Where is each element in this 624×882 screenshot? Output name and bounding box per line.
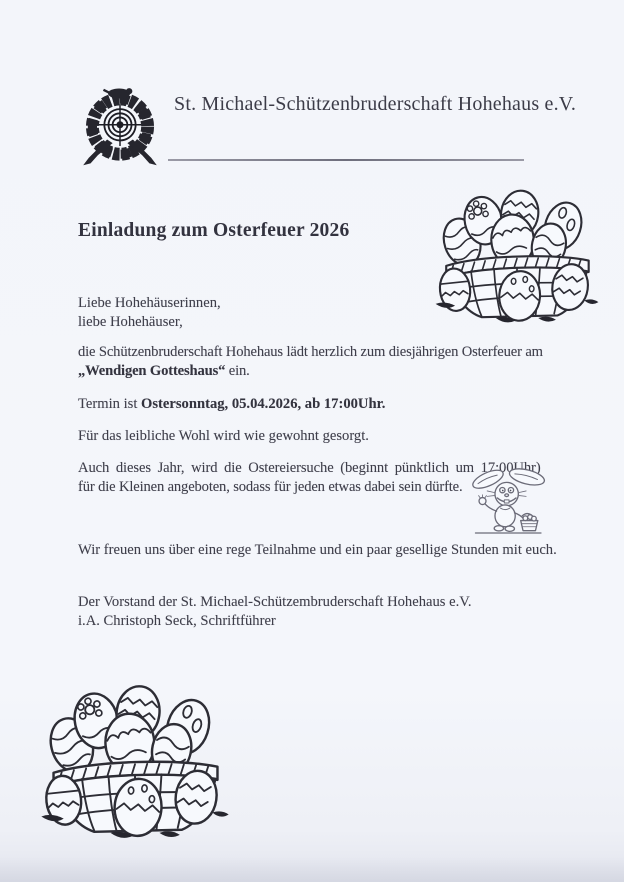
easter-bunny-illustration	[458, 466, 560, 540]
easter-basket-illustration-bottom	[32, 674, 238, 842]
signature-line2: i.A. Christoph Seck, Schriftführer	[78, 612, 276, 629]
invite-text: die Schützenbruderschaft Hohehaus lädt herzlich zum diesjährigen Osterfeuer am	[78, 344, 543, 360]
header-divider	[168, 159, 524, 161]
paragraph-catering: Für das leibliche Wohl wird wie gewohnt gesorgt.	[78, 428, 369, 444]
salutation-line2: liebe Hohehäuser,	[78, 313, 183, 330]
org-name: St. Michael-Schützenbruderschaft Hohehaus e.V.	[174, 93, 577, 115]
date-bold: Ostersonntag, 05.04.2026, ab 17:00Uhr.	[141, 396, 386, 412]
egg-hunt-line1: Auch dieses Jahr, wird die Ostereiersuche (beginnt pünktlich um 17:00Uhr)	[78, 460, 541, 476]
invite-location-bold: „Wendigen Gotteshaus“	[78, 362, 226, 379]
salutation	[78, 294, 554, 331]
salutation-line1: Liebe Hohehäuserinnen,	[78, 295, 221, 311]
paragraph-invite	[78, 343, 554, 380]
date-prefix: Termin ist	[78, 396, 142, 412]
paragraph-closing: Wir freuen uns über eine rege Teilnahme und ein paar gesellige Stunden mit euch.	[78, 542, 557, 558]
signature-block	[78, 593, 554, 630]
paragraph-date	[78, 395, 554, 414]
shooting-club-crest-icon	[74, 84, 166, 172]
signature-line1: Der Vorstand der St. Michael-Schützembruderschaft Hohehaus e.V.	[78, 594, 472, 610]
scan-edge-shadow	[0, 856, 624, 882]
page-title: Einladung zum Osterfeuer 2026	[78, 220, 350, 241]
egg-hunt-line2: für die Kleinen angeboten, sodass für jeden etwas dabei sein dürfte.	[78, 478, 463, 495]
invite-tail: ein.	[225, 362, 250, 379]
